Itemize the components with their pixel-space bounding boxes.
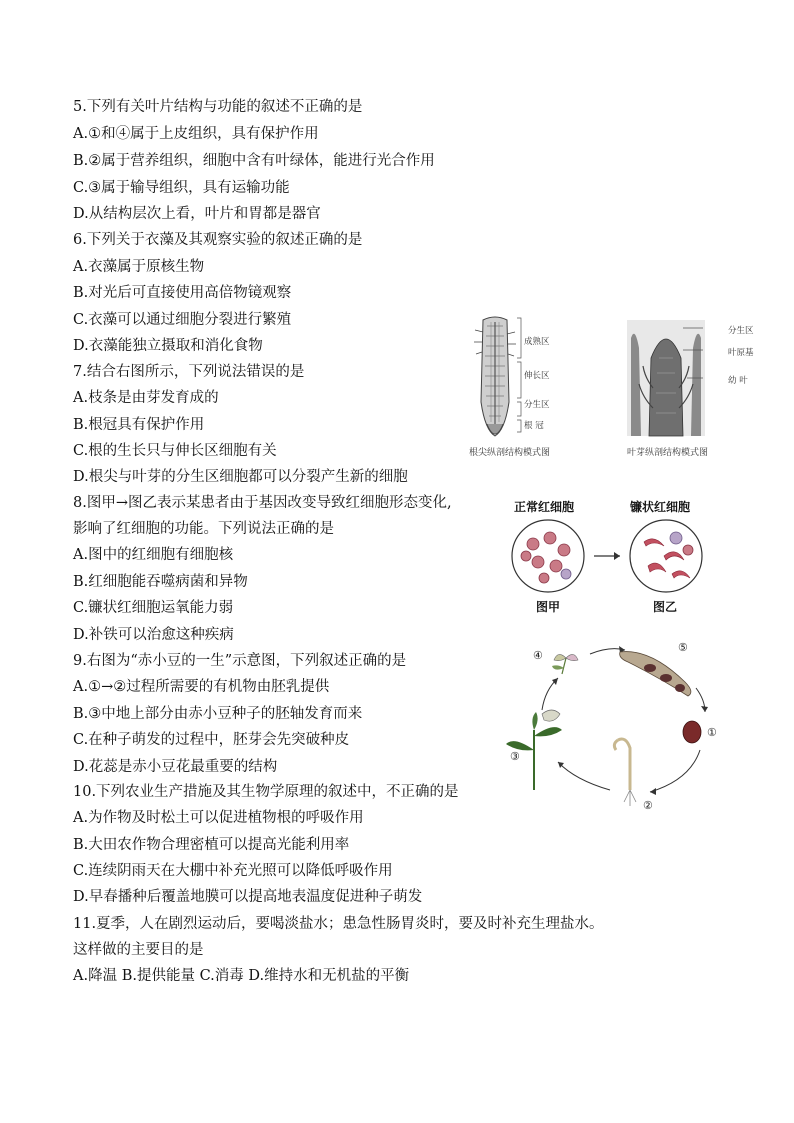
- root-label-maturation: 成熟区: [524, 337, 550, 347]
- bud-label-meristem: 分生区: [728, 326, 754, 336]
- root-label-elongation: 伸长区: [524, 371, 550, 381]
- q10-option-c: C.连续阴雨天在大棚中补充光照可以降低呼吸作用: [73, 863, 393, 879]
- q7-option-b: B.根冠具有保护作用: [73, 417, 205, 433]
- q6-option-c: C.衣藻可以通过细胞分裂进行繁殖: [73, 312, 292, 328]
- leaf-bud-diagram: [625, 318, 707, 438]
- q6-option-a: A.衣藻属于原核生物: [73, 259, 205, 275]
- sickle-rbc-title: 镰状红细胞: [630, 500, 691, 514]
- q6-option-d: D.衣藻能独立摄取和消化食物: [73, 338, 263, 354]
- q5-option-b: B.②属于营养组织，细胞中含有叶绿体，能进行光合作用: [73, 153, 435, 169]
- root-caption: 根尖纵剖结构模式图: [469, 448, 551, 458]
- figure-a-caption: 图甲: [536, 600, 561, 614]
- q8-option-d: D.补铁可以治愈这种疾病: [73, 627, 234, 643]
- q8-option-c: C.镰状红细胞运氧能力弱: [73, 600, 234, 616]
- bean-stage-1: ①: [707, 726, 717, 739]
- q7-option-a: A.枝条是由芽发育成的: [73, 390, 219, 406]
- q8-option-a: A.图中的红细胞有细胞核: [73, 547, 234, 563]
- q5-option-d: D.从结构层次上看，叶片和胃都是器官: [73, 206, 321, 222]
- bean-stage-5: ⑤: [678, 641, 688, 654]
- bud-label-leaf-primordium: 叶原基: [728, 348, 754, 358]
- q5-option-c: C.③属于输导组织，具有运输功能: [73, 180, 290, 196]
- q10-stem: 10.下列农业生产措施及其生物学原理的叙述中，不正确的是: [73, 784, 459, 800]
- q10-option-d: D.早春播种后覆盖地膜可以提高地表温度促进种子萌发: [73, 889, 423, 905]
- q10-option-a: A.为作物及时松土可以促进植物根的呼吸作用: [73, 810, 364, 826]
- q6-stem: 6.下列关于衣藻及其观察实验的叙述正确的是: [73, 232, 363, 248]
- root-label-meristem: 分生区: [524, 400, 550, 410]
- q9-stem: 9.右图为“赤小豆的一生”示意图，下列叙述正确的是: [73, 653, 407, 669]
- q8-stem-cont: 影响了红细胞的功能。下列说法正确的是: [73, 521, 334, 537]
- q7-option-c: C.根的生长只与伸长区细胞有关: [73, 443, 277, 459]
- q7-option-d: D.根尖与叶芽的分生区细胞都可以分裂产生新的细胞: [73, 469, 408, 485]
- q9-option-a: A.①→②过程所需要的有机物由胚乳提供: [73, 679, 330, 695]
- q9-option-c: C.在种子萌发的过程中，胚芽会先突破种皮: [73, 732, 350, 748]
- bean-stage-2: ②: [643, 799, 653, 812]
- figure-b-caption: 图乙: [653, 600, 678, 614]
- bean-stage-4: ④: [533, 649, 543, 662]
- q11-options: A.降温 B.提供能量 C.消毒 D.维持水和无机盐的平衡: [73, 968, 410, 984]
- blood-cells-diagram: [508, 516, 708, 596]
- q11-stem-cont: 这样做的主要目的是: [73, 942, 204, 958]
- normal-rbc-title: 正常红细胞: [514, 500, 575, 514]
- q11-stem: 11.夏季，人在剧烈运动后，要喝淡盐水；患急性肠胃炎时，要及时补充生理盐水。: [73, 916, 604, 932]
- root-label-cap: 根 冠: [524, 421, 544, 431]
- bud-caption: 叶芽纵剖结构模式图: [627, 448, 709, 458]
- q9-option-d: D.花蕊是赤小豆花最重要的结构: [73, 759, 278, 775]
- q9-option-b: B.③中地上部分由赤小豆种子的胚轴发育而来: [73, 706, 363, 722]
- q7-stem: 7.结合右图所示，下列说法错误的是: [73, 364, 305, 380]
- q8-stem: 8.图甲→图乙表示某患者由于基因改变导致红细胞形态变化,: [73, 495, 452, 511]
- bud-label-young-leaf: 幼 叶: [728, 376, 748, 386]
- q5-option-a: A.①和④属于上皮组织，具有保护作用: [73, 126, 319, 142]
- q10-option-b: B.大田农作物合理密植可以提高光能利用率: [73, 837, 350, 853]
- bean-stage-3: ③: [510, 750, 520, 763]
- q8-option-b: B.红细胞能吞噬病菌和异物: [73, 574, 248, 590]
- bean-life-cycle-diagram: [500, 640, 725, 815]
- q6-option-b: B.对光后可直接使用高倍物镜观察: [73, 285, 292, 301]
- q5-stem: 5.下列有关叶片结构与功能的叙述不正确的是: [73, 99, 363, 115]
